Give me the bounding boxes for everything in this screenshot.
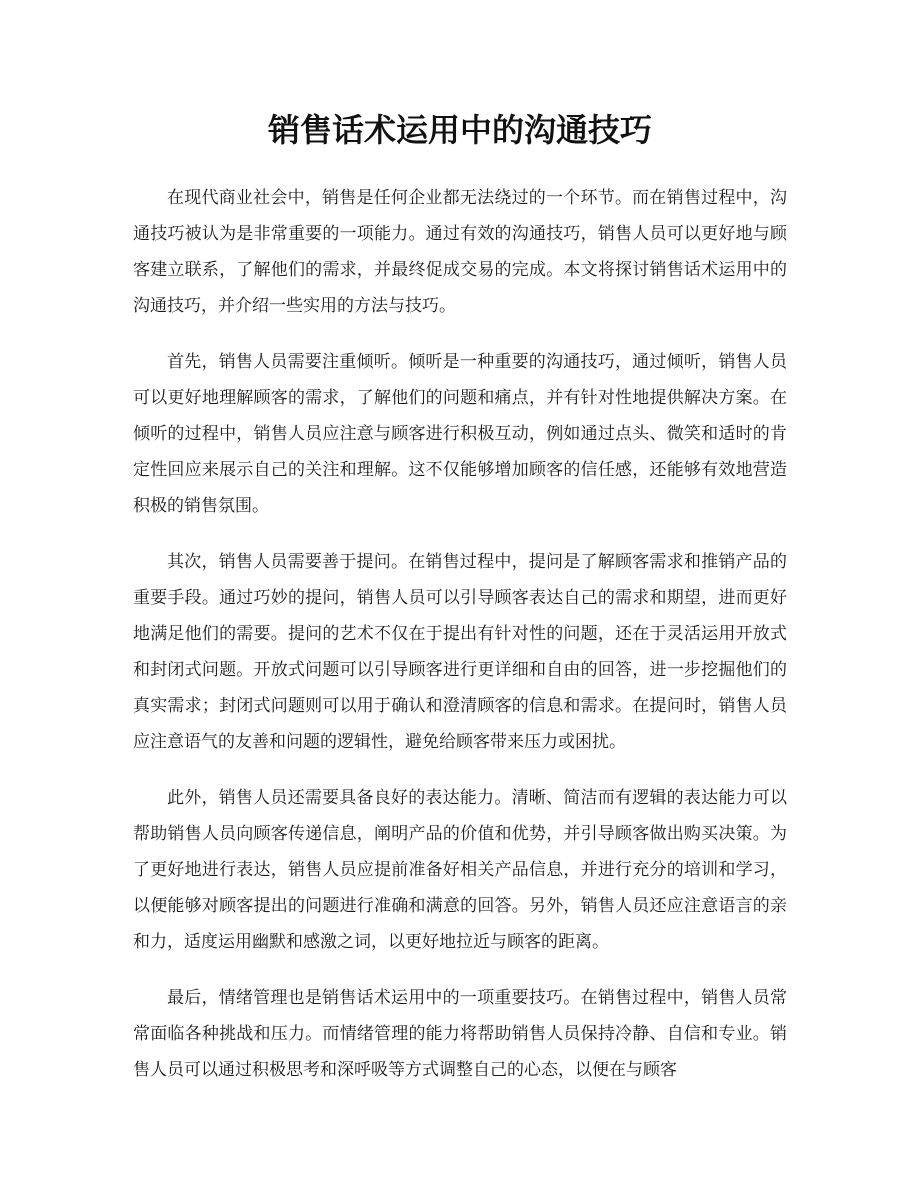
document-title: 销售话术运用中的沟通技巧 [267,111,652,149]
paragraph-questioning: 其次，销售人员需要善于提问。在销售过程中，提问是了解顾客需求和推销产品的重要手段。通过巧妙的提问，销售人员可以引导顾客表达自己的需求和期望，进而更好地满足他们的需要。提问的艺术不仅在于提出有针对性的问题，还在于灵活运用开放式和封闭式问题。开放式问题可以引导顾客进行更详细和自由的回答，进一步挖掘他们的真实需求；封闭式问题则可以用于确认和澄清顾客的信息和需求。在提问时，销售人员应注意语气的友善和问题的逻辑性，避免给顾客带来压力或困扰。 [133,552,787,752]
paragraph-listening: 首先，销售人员需要注重倾听。倾听是一种重要的沟通技巧，通过倾听，销售人员可以更好地理解顾客的需求，了解他们的问题和痛点，并有针对性地提供解决方案。在倾听的过程中，销售人员应注意与顾客进行积极互动，例如通过点头、微笑和适时的肯定性回应来展示自己的关注和理解。这不仅能够增加顾客的信任感，还能够有效地营造积极的销售氛围。 [133,352,787,516]
document-body [133,180,787,1108]
paragraph-expression: 此外，销售人员还需要具备良好的表达能力。清晰、简洁而有逻辑的表达能力可以帮助销售人员向顾客传递信息，阐明产品的价值和优势，并引导顾客做出购买决策。为了更好地进行表达，销售人员应提前准备好相关产品信息，并进行充分的培训和学习，以便能够对顾客提出的问题进行准确和满意的回答。另外，销售人员还应注意语言的亲和力，适度运用幽默和感激之词，以更好地拉近与顾客的距离。 [133,788,787,952]
paragraph-emotion-management: 最后，情绪管理也是销售话术运用中的一项重要技巧。在销售过程中，销售人员常常面临各种挑战和压力。而情绪管理的能力将帮助销售人员保持冷静、自信和专业。销售人员可以通过积极思考和深呼吸等方式调整自己的心态，以便在与顾客 [133,988,787,1080]
paragraph-intro: 在现代商业社会中，销售是任何企业都无法绕过的一个环节。而在销售过程中，沟通技巧被认为是非常重要的一项能力。通过有效的沟通技巧，销售人员可以更好地与顾客建立联系，了解他们的需求，并最终促成交易的完成。本文将探讨销售话术运用中的沟通技巧，并介绍一些实用的方法与技巧。 [133,188,787,316]
